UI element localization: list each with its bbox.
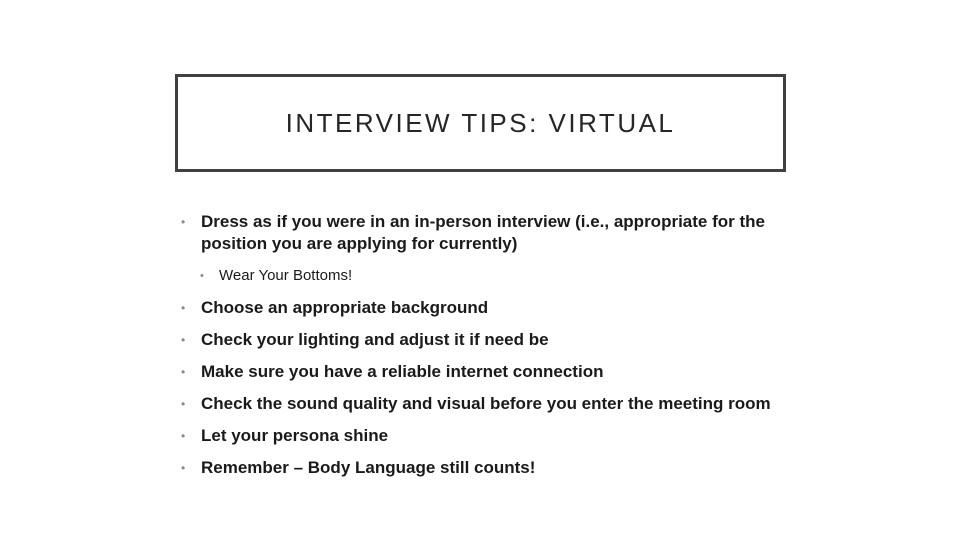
bullet-dot-icon: •	[181, 429, 186, 443]
slide-title: INTERVIEW TIPS: VIRTUAL	[285, 107, 676, 138]
bullet-list	[181, 211, 781, 479]
bullet-item	[181, 457, 781, 479]
title-box	[175, 74, 786, 172]
bullet-item	[181, 297, 781, 319]
bullet-dot-icon: •	[200, 270, 204, 282]
bullet-dot-icon: •	[181, 333, 186, 347]
bullet-item	[181, 393, 781, 415]
bullet-dot-icon: •	[181, 365, 186, 379]
bullet-dot-icon: •	[181, 301, 186, 315]
bullet-text: Choose an appropriate background	[201, 298, 489, 317]
bullet-text: Remember – Body Language still counts!	[201, 458, 536, 477]
bullet-item	[181, 329, 781, 351]
bullet-dot-icon: •	[181, 461, 186, 475]
bullet-item	[181, 211, 781, 255]
bullet-text: Let your persona shine	[201, 426, 389, 445]
sub-bullet-item	[181, 266, 781, 286]
bullet-item	[181, 361, 781, 383]
sub-bullet-text: Wear Your Bottoms!	[219, 267, 353, 284]
bullet-dot-icon: •	[181, 397, 186, 411]
bullet-item	[181, 425, 781, 447]
bullet-text: Dress as if you were in an in-person interview (i.e., appropriate for the position you are applying for currently)	[201, 212, 765, 253]
bullet-text: Check the sound quality and visual before you enter the meeting room	[201, 394, 771, 413]
bullet-text: Make sure you have a reliable internet connection	[201, 362, 604, 381]
bullet-dot-icon: •	[181, 215, 186, 229]
bullet-text: Check your lighting and adjust it if need be	[201, 330, 549, 349]
